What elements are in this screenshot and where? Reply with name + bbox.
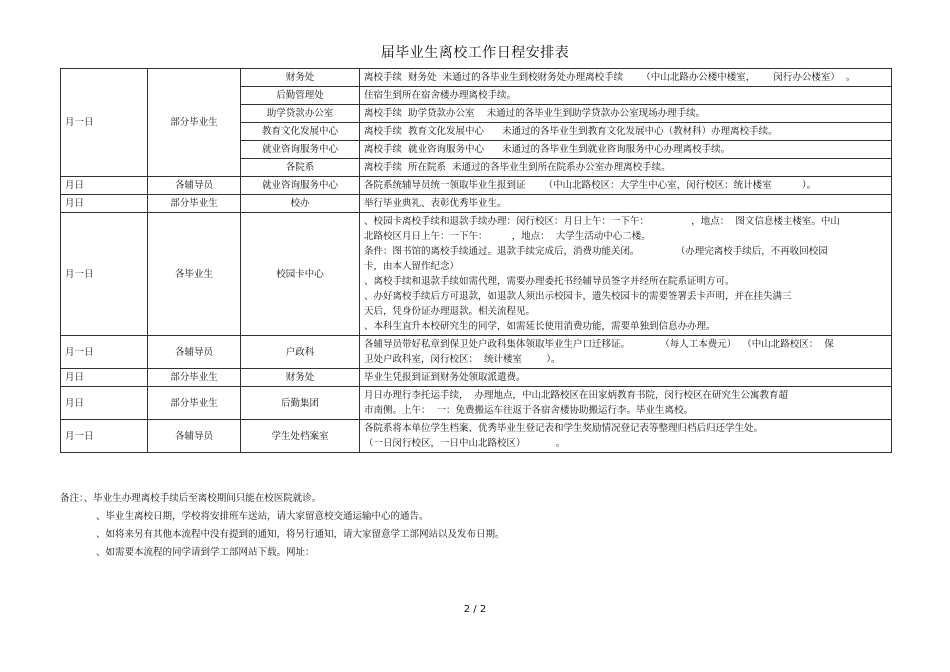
- detail-line: 各院系统辅导员统一领取毕业生报到证 （中山北路校区：大学生中心室，闵行校区：统计楼室 ）。: [364, 180, 817, 191]
- department-cell: 教育文化发展中心: [241, 123, 360, 141]
- detail-line: （一日闵行校区，一日中山北路校区） 。: [364, 438, 566, 449]
- detail-line: 离校手续 教育文化发展中心 未通过的各毕业生到教育文化发展中心（教材科）办理离校手续。: [364, 126, 778, 137]
- date-cell: 月一日: [61, 420, 148, 453]
- detail-line: 月日办理行李托运手续， 办理地点，中山北路校区在田家炳教育书院，闵行校区在研究生公寓教育超: [364, 390, 789, 401]
- department-cell: 后勤集团: [241, 387, 360, 420]
- detail-line: 条件：图书馆的离校手续通过。退款手续完成后，消费功能关闭。 （办理完离校手续后，不再收回校园: [364, 246, 828, 257]
- document-title: 届毕业生离校工作日程安排表: [380, 45, 570, 61]
- table-row: [61, 369, 892, 387]
- department-cell: 就业咨询服务中心: [241, 141, 360, 159]
- participants-cell: 部分毕业生: [148, 387, 241, 420]
- participants-cell: 部分毕业生: [148, 69, 241, 177]
- date-cell: 月日: [61, 369, 148, 387]
- department-cell: 财务处: [241, 69, 360, 87]
- detail-cell: [360, 213, 892, 336]
- note-line: 备注：、毕业生办理离校手续后至离校期间只能在校医院就诊。: [60, 493, 322, 504]
- detail-cell: [360, 69, 892, 87]
- detail-line: 、办好离校手续后方可退款，如退款人须出示校园卡，遗失校园卡的需要签署丢卡声明，并在挂失满三: [364, 291, 792, 302]
- date-cell: 月一日: [61, 213, 148, 336]
- detail-cell: [360, 387, 892, 420]
- date-cell: 月日: [61, 387, 148, 420]
- detail-cell: [360, 123, 892, 141]
- participants-cell: 各辅导员: [148, 336, 241, 369]
- detail-line: 卡，由本人留作纪念）: [364, 261, 460, 272]
- detail-line: 、校园卡离校手续和退款手续办理：闵行校区：月日上午：一下午： ，地点： 图文信息楼主楼室。中山: [364, 216, 840, 227]
- table-row: [61, 195, 892, 213]
- note-line: 、如将来另有其他本流程中没有提到的通知，将另行通知，请大家留意学工部网站以及发布日期。: [96, 529, 505, 540]
- detail-line: 离校手续 财务处 未通过的各毕业生到校财务处办理离校手续 （中山北路办公楼中楼室， 闵行办公楼室） 。: [364, 72, 856, 83]
- table-row: [61, 387, 892, 420]
- detail-cell: [360, 420, 892, 453]
- department-cell: 后勤管理处: [241, 87, 360, 105]
- department-cell: 户政科: [241, 336, 360, 369]
- note-line: 、毕业生离校日期，学校将安排班车送站，请大家留意校交通运输中心的通告。: [96, 511, 429, 522]
- table-row: [61, 336, 892, 369]
- page-number: 2 / 2: [463, 604, 487, 615]
- participants-cell: 部分毕业生: [148, 369, 241, 387]
- department-cell: 财务处: [241, 369, 360, 387]
- detail-line: 各院系将本单位学生档案、优秀毕业生登记表和学生奖励情况登记表等整理归档后归还学生处。: [364, 423, 764, 434]
- detail-line: 北路校区月日上午：一下午： ，地点： 大学生活动中心二楼。: [364, 231, 651, 242]
- table-row: [61, 420, 892, 453]
- table-row: [61, 213, 892, 336]
- date-cell: 月一日: [61, 336, 148, 369]
- table-row: [61, 177, 892, 195]
- detail-line: 离校手续 就业咨询服务中心 未通过的各毕业生到就业咨询服务中心办理离校手续。: [364, 144, 731, 155]
- date-cell: 月一日: [61, 69, 148, 177]
- department-cell: 各院系: [241, 159, 360, 177]
- detail-line: 毕业生凭报到证到财务处领取派遣费。: [364, 372, 526, 383]
- detail-line: 、本科生直升本校研究生的同学，如需延长使用消费功能，需要单独到信息办办理。: [364, 321, 716, 332]
- participants-cell: 各毕业生: [148, 213, 241, 336]
- detail-line: 天后，凭身份证办理退款。相关流程见。: [364, 306, 536, 317]
- date-cell: 月日: [61, 195, 148, 213]
- date-cell: 月日: [61, 177, 148, 195]
- schedule-table: [60, 68, 892, 453]
- department-cell: 就业咨询服务中心: [241, 177, 360, 195]
- detail-cell: [360, 141, 892, 159]
- detail-cell: [360, 195, 892, 213]
- detail-line: 市南侧。上午： 一：免费搬运车往返于各宿舍楼协助搬运行李。毕业生离校。: [364, 405, 694, 416]
- note-line: 、如需要本流程的同学请到学工部网站下载。网址：: [96, 547, 315, 558]
- detail-line: 举行毕业典礼、表彰优秀毕业生。: [364, 198, 507, 209]
- participants-cell: 各辅导员: [148, 177, 241, 195]
- notes-section: [60, 490, 900, 562]
- participants-cell: 各辅导员: [148, 420, 241, 453]
- detail-cell: [360, 105, 892, 123]
- department-cell: 助学贷款办公室: [241, 105, 360, 123]
- detail-line: 各辅导员带好私章到保卫处户政科集体领取毕业生户口迁移证。 （每人工本费元） （中山北路校区： 保: [364, 339, 834, 350]
- department-cell: 校园卡中心: [241, 213, 360, 336]
- detail-line: 、离校手续和退款手续如需代理，需要办理委托书经辅导员签字并经所在院系证明方可。: [364, 276, 735, 287]
- detail-cell: [360, 336, 892, 369]
- department-cell: 校办: [241, 195, 360, 213]
- detail-line: 卫处户政科室，闵行校区： 统计楼室 ）。: [364, 354, 561, 365]
- detail-line: 离校手续 所在院系 未通过的各毕业生到所在院系办公室办理离校手续。: [364, 162, 671, 173]
- department-cell: 学生处档案室: [241, 420, 360, 453]
- participants-cell: 部分毕业生: [148, 195, 241, 213]
- detail-cell: [360, 159, 892, 177]
- table-row: [61, 69, 892, 87]
- detail-line: 离校手续 助学贷款办公室 未通过的各毕业生到助学贷款办公室现场办理手续。: [364, 108, 706, 119]
- detail-line: 住宿生到所在宿舍楼办理离校手续。: [364, 90, 517, 101]
- detail-cell: [360, 177, 892, 195]
- detail-cell: [360, 87, 892, 105]
- detail-cell: [360, 369, 892, 387]
